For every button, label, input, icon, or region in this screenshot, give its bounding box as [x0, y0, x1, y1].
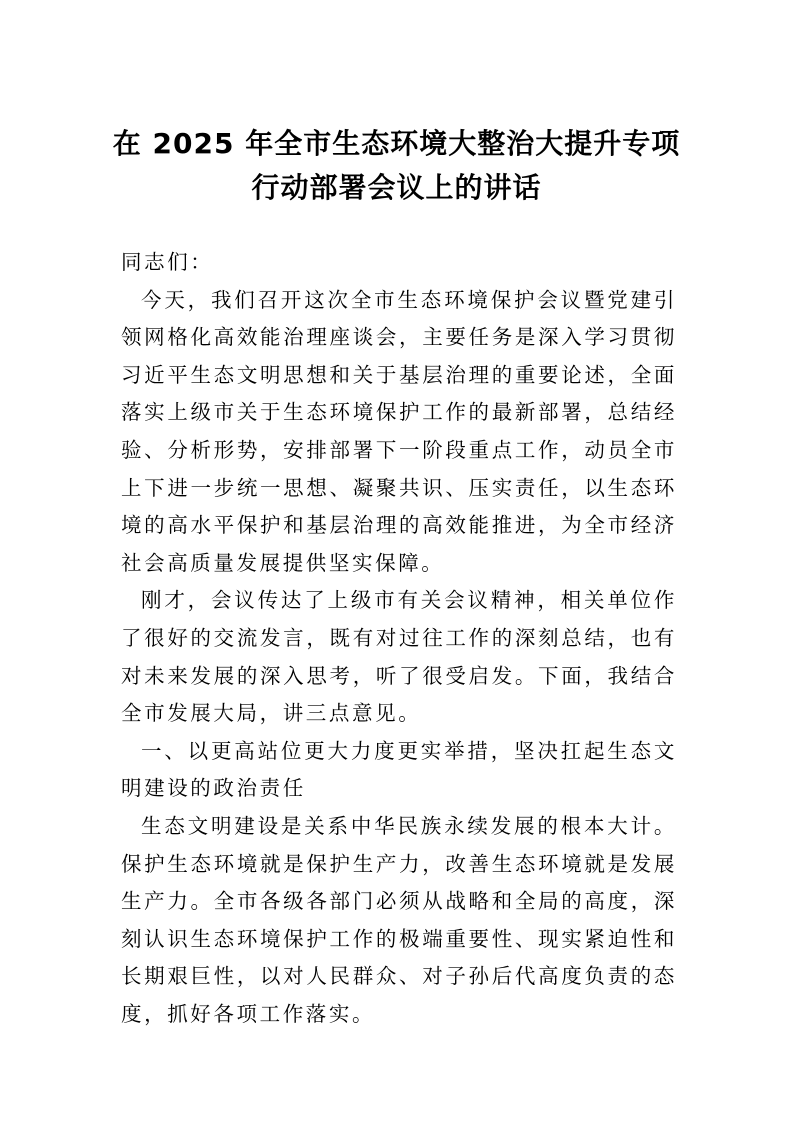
paragraph-opening: 今天，我们召开这次全市生态环境保护会议暨党建引领网格化高效能治理座谈会，主要任务是深入学习贯彻习近平生态文明思想和关于基层治理的重要论述，全面落实上级市关于生态环境保护工作的最新部署，总结经验、分析形势，安排部署下一阶段重点工作，动员全市上下进一步统一思想、凝聚共识、压实责任，以生态环境的高水平保护和基层治理的高效能推进，为全市经济社会高质量发展提供坚实保障。	[121, 287, 677, 575]
section-heading-1: 一、以更高站位更大力度更实举措，坚决扛起生态文明建设的政治责任	[121, 738, 677, 801]
document-title-line-1: 在 2025 年全市生态环境大整治大提升专项	[112, 127, 681, 160]
document-body	[121, 244, 677, 1033]
paragraph-transition: 刚才，会议传达了上级市有关会议精神，相关单位作了很好的交流发言，既有对过往工作的深刻总结，也有对未来发展的深入思考，听了很受启发。下面，我结合全市发展大局，讲三点意见。	[121, 588, 677, 726]
document-title-line-2: 行动部署会议上的讲话	[251, 171, 542, 204]
paragraph-section-1: 生态文明建设是关系中华民族永续发展的根本大计。保护生态环境就是保护生产力，改善生态环境就是发展生产力。全市各级各部门必须从战略和全局的高度，深刻认识生态环境保护工作的极端重要性、现实紧迫性和长期艰巨性，以对人民群众、对子孙后代高度负责的态度，抓好各项工作落实。	[121, 813, 677, 1026]
salutation: 同志们：	[121, 250, 214, 274]
